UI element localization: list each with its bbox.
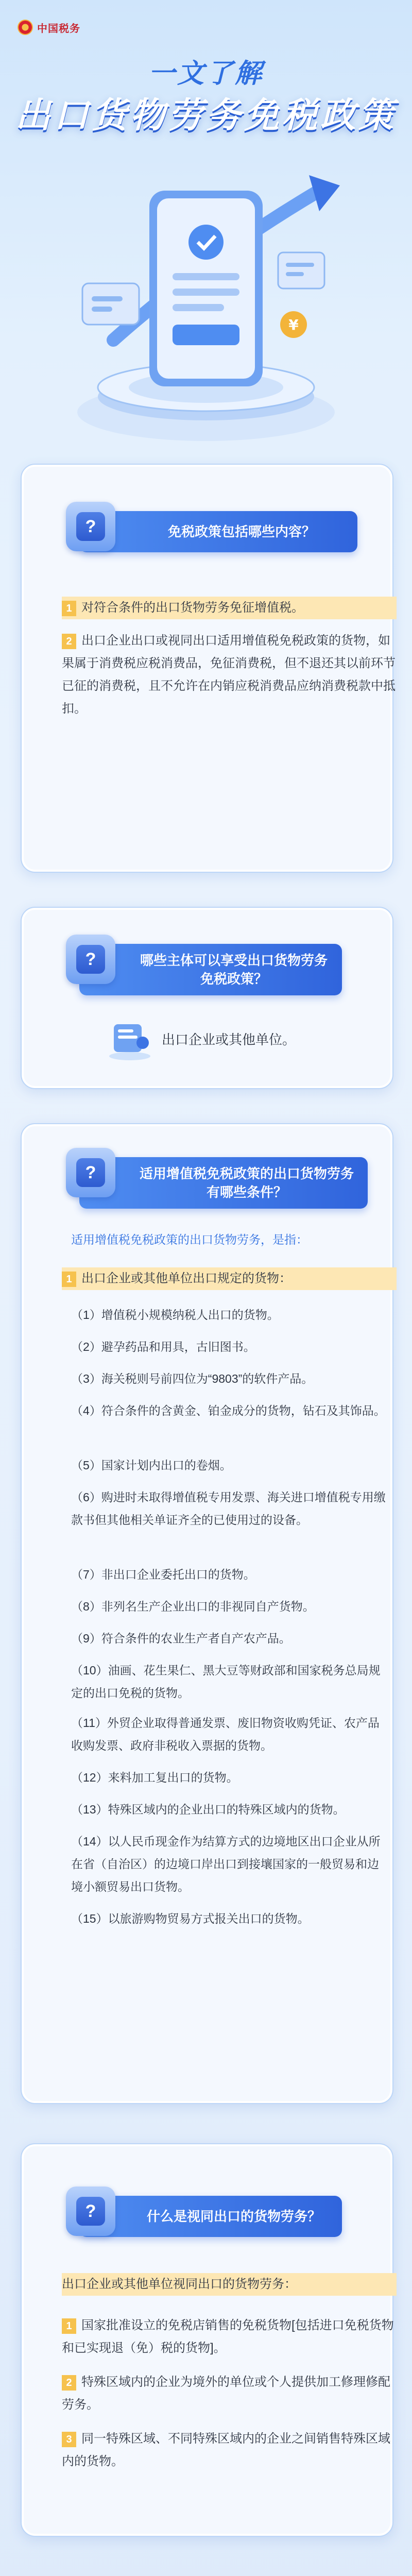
intro-text: 出口企业或其他单位视同出口的货物劳务： [62,2277,297,2291]
list-item: （1）增值税小规模纳税人出口的货物。 [71,1308,279,1321]
list-item: （12）来料加工复出口的货物。 [71,1771,238,1784]
question-text: 免税政策包括哪些内容？ [167,524,315,539]
list-item: 1 对符合条件的出口货物劳务免征增值税。 [62,597,397,619]
list-item: 2 出口企业出口或视同出口适用增值税免税政策的货物，如果属于消费税应税消费品，免征消费税，但不退还其以前环节已征的消费税，且不允许在内销应税消费品应纳消费税款中抵扣。 [62,634,396,716]
intro-text: 适用增值税免税政策的出口货物劳务，是指： [71,1233,308,1246]
list-item: （13）特殊区域内的企业出口的特殊区域内的货物。 [71,1803,345,1816]
card-q4 [21,2143,393,2537]
question-header [79,944,342,995]
list-item: （7）非出口企业委托出口的货物。 [71,1568,255,1581]
list-item: （2）避孕药品和用具，古旧图书。 [71,1340,255,1353]
list-item: 3 同一特殊区域、不同特殊区域内的企业之间销售特殊区域内的货物。 [62,2432,390,2468]
card-q1 [21,464,396,873]
tax-logo [18,20,80,35]
list-item: （5）国家计划内出口的卷烟。 [71,1459,232,1472]
list-item: （15）以旅游购物贸易方式报关出口的货物。 [71,1912,310,1925]
page-title: 出口货物劳务免税政策 [15,96,397,135]
question-mark-icon: ? [66,502,115,551]
card-q3 [21,1123,393,2104]
list-item: （4）符合条件的含黄金、铂金成分的货物，钻石及其饰品。 [71,1404,386,1417]
list-item: （10）油画、花生果仁、黑大豆等财政部和国家税务总局规定的出口免税的货物。 [71,1664,381,1700]
entity-icon [107,1016,153,1062]
phone-illustration [52,155,360,453]
list-item: （3）海关税则号前四位为“9803”的软件产品。 [71,1372,314,1385]
list-item: （11）外贸企业取得普通发票、废旧物资收购凭证、农产品收购发票、政府非税收入票据的货物。 [71,1716,380,1752]
question-text: 适用增值税免税政策的出口货物劳务有哪些条件？ [139,1166,354,1200]
question-header [79,2196,342,2237]
question-mark-icon: ? [66,1148,115,1197]
list-item: 2 特殊区域内的企业为境外的单位或个人提供加工修理修配劳务。 [62,2375,390,2412]
logo-text: 中国税务 [37,22,80,35]
list-item: 1 国家批准设立的免税店销售的免税货物[包括进口免税货物和已实现退（免）税的货物]。 [62,2318,394,2355]
card-q2 [21,907,393,1089]
svg-text:¥: ¥ [288,316,299,333]
question-text: 哪些主体可以享受出口货物劳务免税政策？ [140,953,328,987]
list-item: （8）非列名生产企业出口的非视同自产货物。 [71,1600,315,1613]
list-item: （14）以人民币现金作为结算方式的边境地区出口企业从所在省（自治区）的边境口岸出口到接壤国家的一般贸易和边境小额贸易出口货物。 [71,1835,381,1893]
list-item: （6）购进时未取得增值税专用发票、海关进口增值税专用缴款书但其他相关单证齐全的已使用过的设备。 [71,1490,386,1527]
question-text: 什么是视同出口的货物劳务？ [146,2209,321,2224]
list-item: 1 出口企业或其他单位出口规定的货物： [62,1267,397,1290]
question-mark-icon: ? [66,2187,115,2236]
question-header [79,511,357,552]
list-item: （9）符合条件的农业生产者自产农产品。 [71,1632,291,1645]
answer-text: 出口企业或其他单位。 [162,1032,296,1047]
question-mark-icon: ? [66,935,115,984]
tax-emblem-icon [18,20,33,35]
question-header [79,1157,368,1209]
title-top: 一文了解 [148,59,264,89]
